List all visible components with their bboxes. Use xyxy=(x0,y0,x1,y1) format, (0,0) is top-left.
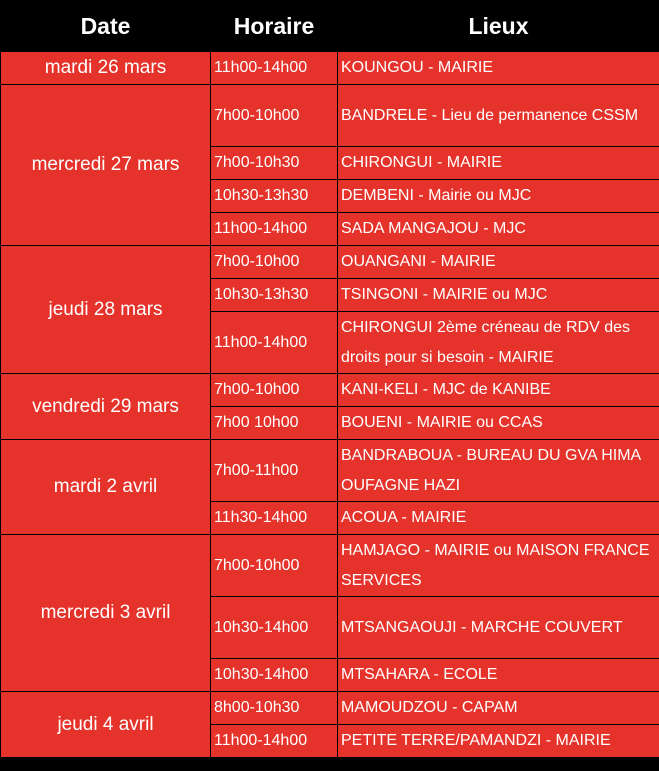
slot-place: PETITE TERRE/PAMANDZI - MAIRIE xyxy=(338,725,659,758)
slot-time: 11h00-14h00 xyxy=(211,52,338,85)
slot-time: 7h00-10h00 xyxy=(211,535,338,597)
table-row xyxy=(1,246,659,279)
slot-time: 10h30-14h00 xyxy=(211,659,338,692)
slot-place: MTSANGAOUJI - MARCHE COUVERT xyxy=(338,597,659,659)
slot-place: KOUNGOU - MAIRIE xyxy=(338,52,659,85)
day-date: jeudi 28 mars xyxy=(1,246,211,374)
slot-time: 8h00-10h30 xyxy=(211,692,338,725)
slot-place: DEMBENI - Mairie ou MJC xyxy=(338,180,659,213)
slot-time: 10h30-13h30 xyxy=(211,180,338,213)
slot-time: 7h00-10h30 xyxy=(211,147,338,180)
slot-place: HAMJAGO - MAIRIE ou MAISON FRANCE SERVICES xyxy=(338,535,659,597)
slot-time: 7h00-10h00 xyxy=(211,246,338,279)
table-row xyxy=(1,440,659,502)
slot-time: 10h30-13h30 xyxy=(211,279,338,312)
table-row xyxy=(1,374,659,407)
slot-place: CHIRONGUI - MAIRIE xyxy=(338,147,659,180)
slot-time: 7h00-10h00 xyxy=(211,374,338,407)
day-date: mercredi 27 mars xyxy=(1,85,211,246)
slot-time: 7h00-11h00 xyxy=(211,440,338,502)
header-time: Horaire xyxy=(211,1,338,52)
day-date: vendredi 29 mars xyxy=(1,374,211,440)
day-date: mardi 26 mars xyxy=(1,52,211,85)
header-place: Lieux xyxy=(338,1,659,52)
day-date: jeudi 4 avril xyxy=(1,692,211,758)
slot-place: MAMOUDZOU - CAPAM xyxy=(338,692,659,725)
slot-place: CHIRONGUI 2ème créneau de RDV des droits pour si besoin - MAIRIE xyxy=(338,312,659,374)
slot-place: BOUENI - MAIRIE ou CCAS xyxy=(338,407,659,440)
table-row xyxy=(1,692,659,725)
slot-place: OUANGANI - MAIRIE xyxy=(338,246,659,279)
slot-place: ACOUA - MAIRIE xyxy=(338,502,659,535)
table-row xyxy=(1,535,659,597)
slot-time: 7h00 10h00 xyxy=(211,407,338,440)
slot-place: BANDRABOUA - BUREAU DU GVA HIMA OUFAGNE HAZI xyxy=(338,440,659,502)
slot-place: SADA MANGAJOU - MJC xyxy=(338,213,659,246)
slot-time: 11h00-14h00 xyxy=(211,312,338,374)
slot-place: KANI-KELI - MJC de KANIBE xyxy=(338,374,659,407)
slot-time: 11h00-14h00 xyxy=(211,725,338,758)
slot-time: 11h00-14h00 xyxy=(211,213,338,246)
slot-place: TSINGONI - MAIRIE ou MJC xyxy=(338,279,659,312)
day-date: mardi 2 avril xyxy=(1,440,211,535)
table-header xyxy=(1,1,659,52)
table-row xyxy=(1,85,659,147)
table-row xyxy=(1,52,659,85)
slot-place: BANDRELE - Lieu de permanence CSSM xyxy=(338,85,659,147)
slot-place: MTSAHARA - ECOLE xyxy=(338,659,659,692)
table-body xyxy=(1,52,659,758)
slot-time: 11h30-14h00 xyxy=(211,502,338,535)
header-date: Date xyxy=(1,1,211,52)
header-row xyxy=(1,1,659,52)
slot-time: 10h30-14h00 xyxy=(211,597,338,659)
day-date: mercredi 3 avril xyxy=(1,535,211,692)
slot-time: 7h00-10h00 xyxy=(211,85,338,147)
